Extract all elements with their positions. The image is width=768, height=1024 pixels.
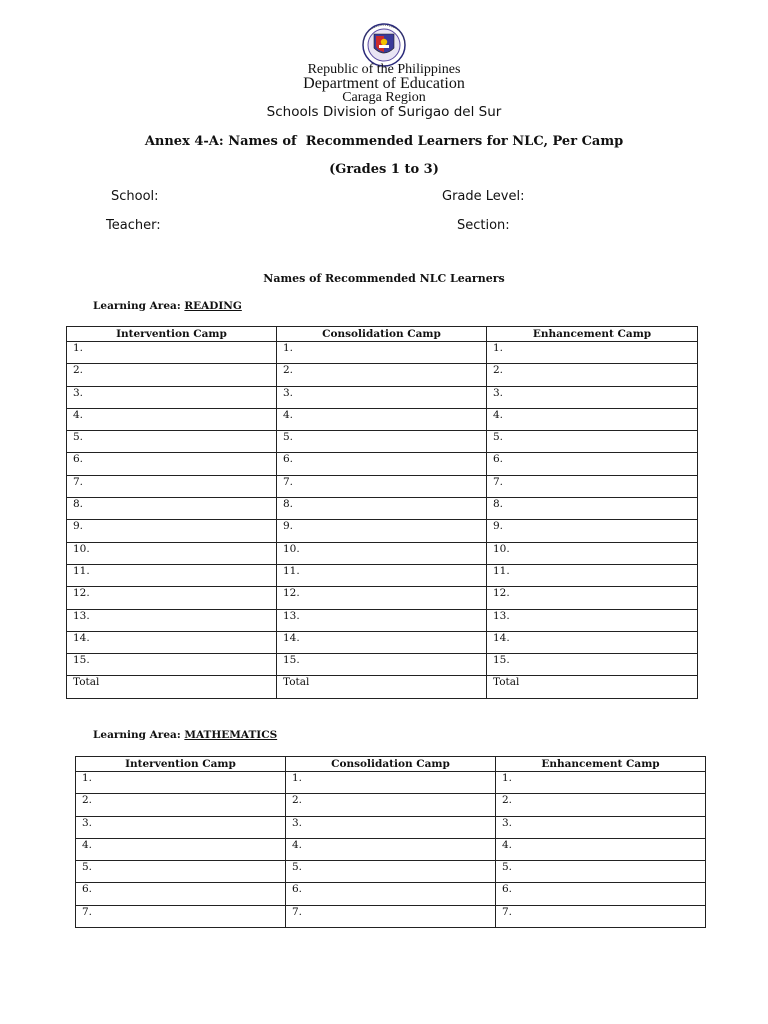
mathematics-table (75, 756, 706, 928)
table-row (67, 364, 698, 386)
table-cell[interactable]: 8. (277, 498, 487, 520)
learning-area-mathematics (93, 729, 277, 741)
table-cell[interactable]: 2. (67, 364, 277, 386)
table-cell[interactable]: 14. (277, 631, 487, 653)
table-cell[interactable]: 6. (277, 453, 487, 475)
annex-title: Annex 4-A: Names of Recommended Learners for NLC, Per Camp (144, 134, 624, 149)
column-header-enhancement: Enhancement Camp (496, 757, 706, 772)
table-cell[interactable]: 1. (76, 772, 286, 794)
table-cell[interactable]: 7. (487, 475, 698, 497)
table-cell[interactable]: 15. (487, 654, 698, 676)
table-cell[interactable]: 10. (277, 542, 487, 564)
table-cell[interactable]: 2. (496, 794, 706, 816)
table-cell[interactable]: 6. (487, 453, 698, 475)
table-cell[interactable]: 4. (496, 838, 706, 860)
learning-area-name: MATHEMATICS (184, 729, 278, 741)
table-cell[interactable]: 11. (487, 564, 698, 586)
reading-table (66, 326, 698, 699)
table-row (67, 542, 698, 564)
table-header-row (67, 327, 698, 342)
school-field-label: School: (111, 189, 159, 204)
table-cell[interactable]: 13. (67, 609, 277, 631)
table-cell[interactable]: 10. (487, 542, 698, 564)
table-cell[interactable]: 1. (286, 772, 496, 794)
table-cell[interactable]: 3. (277, 386, 487, 408)
table-cell[interactable]: 7. (286, 905, 496, 927)
section-heading: Names of Recommended NLC Learners (263, 272, 505, 285)
header-republic: Republic of the Philippines (307, 62, 461, 77)
table-row (67, 587, 698, 609)
table-cell[interactable]: 12. (67, 587, 277, 609)
table-row (76, 838, 706, 860)
table-row (67, 453, 698, 475)
table-cell[interactable]: 1. (277, 342, 487, 364)
learning-area-name: READING (184, 300, 242, 312)
table-cell[interactable]: 2. (76, 794, 286, 816)
table-row (67, 631, 698, 653)
table-cell[interactable]: 2. (487, 364, 698, 386)
table-row (67, 386, 698, 408)
table-cell[interactable]: 3. (487, 386, 698, 408)
table-cell[interactable]: 3. (76, 816, 286, 838)
table-row (67, 431, 698, 453)
table-cell[interactable]: 6. (286, 883, 496, 905)
column-header-intervention: Intervention Camp (76, 757, 286, 772)
table-row (76, 905, 706, 927)
learning-area-reading (93, 300, 242, 312)
table-cell[interactable]: 5. (496, 861, 706, 883)
table-cell[interactable]: 1. (496, 772, 706, 794)
table-cell[interactable]: 11. (67, 564, 277, 586)
table-cell[interactable]: 15. (67, 654, 277, 676)
table-cell[interactable]: 11. (277, 564, 487, 586)
table-cell[interactable]: 1. (487, 342, 698, 364)
table-row (67, 342, 698, 364)
table-cell[interactable]: 4. (76, 838, 286, 860)
table-cell[interactable]: 7. (496, 905, 706, 927)
learning-area-label: Learning Area: (93, 729, 185, 741)
table-row (76, 772, 706, 794)
section-field-label: Section: (457, 218, 510, 233)
table-cell[interactable]: 15. (277, 654, 487, 676)
table-row (67, 408, 698, 430)
header-division: Schools Division of Surigao del Sur (266, 104, 502, 120)
table-cell[interactable]: 1. (67, 342, 277, 364)
table-header-row (76, 757, 706, 772)
column-header-consolidation: Consolidation Camp (286, 757, 496, 772)
table-cell[interactable]: 14. (67, 631, 277, 653)
column-header-intervention: Intervention Camp (67, 327, 277, 342)
table-cell[interactable]: 8. (487, 498, 698, 520)
table-cell[interactable]: 6. (496, 883, 706, 905)
teacher-field-label: Teacher: (106, 218, 161, 233)
table-cell[interactable]: 8. (67, 498, 277, 520)
table-row (67, 498, 698, 520)
table-row (67, 475, 698, 497)
table-cell[interactable]: 9. (277, 520, 487, 542)
learning-area-label: Learning Area: (93, 300, 185, 312)
table-cell[interactable]: 3. (286, 816, 496, 838)
table-cell[interactable]: 3. (67, 386, 277, 408)
table-cell[interactable]: 9. (67, 520, 277, 542)
table-cell[interactable]: 4. (286, 838, 496, 860)
table-cell[interactable]: 5. (67, 431, 277, 453)
table-cell[interactable]: 6. (67, 453, 277, 475)
table-row (67, 564, 698, 586)
table-cell[interactable]: 5. (487, 431, 698, 453)
table-cell[interactable]: 2. (277, 364, 487, 386)
table-cell[interactable]: 5. (76, 861, 286, 883)
table-cell[interactable]: 13. (487, 609, 698, 631)
table-cell[interactable]: 2. (286, 794, 496, 816)
table-row (76, 883, 706, 905)
table-cell[interactable]: 9. (487, 520, 698, 542)
table-cell[interactable]: Total (277, 676, 487, 698)
grades-subtitle: (Grades 1 to 3) (329, 162, 439, 177)
table-cell[interactable]: 7. (277, 475, 487, 497)
table-row (67, 654, 698, 676)
table-cell[interactable]: 7. (76, 905, 286, 927)
table-row (76, 861, 706, 883)
grade-level-field-label: Grade Level: (442, 189, 525, 204)
table-cell[interactable]: 4. (67, 408, 277, 430)
table-cell[interactable]: 5. (277, 431, 487, 453)
column-header-enhancement: Enhancement Camp (487, 327, 698, 342)
table-cell[interactable]: 12. (277, 587, 487, 609)
table-cell[interactable]: 6. (76, 883, 286, 905)
column-header-consolidation: Consolidation Camp (277, 327, 487, 342)
table-cell[interactable]: Total (487, 676, 698, 698)
table-cell[interactable]: 10. (67, 542, 277, 564)
table-cell[interactable]: 5. (286, 861, 496, 883)
table-cell[interactable]: 12. (487, 587, 698, 609)
table-cell[interactable]: 4. (277, 408, 487, 430)
table-row (67, 609, 698, 631)
table-row (76, 816, 706, 838)
table-cell[interactable]: Total (67, 676, 277, 698)
table-row (67, 676, 698, 698)
table-cell[interactable]: 14. (487, 631, 698, 653)
table-row (76, 794, 706, 816)
table-cell[interactable]: 7. (67, 475, 277, 497)
header-region: Caraga Region (342, 90, 426, 105)
table-cell[interactable]: 3. (496, 816, 706, 838)
header-department: Department of Education (303, 75, 465, 92)
table-cell[interactable]: 13. (277, 609, 487, 631)
table-row (67, 520, 698, 542)
table-cell[interactable]: 4. (487, 408, 698, 430)
